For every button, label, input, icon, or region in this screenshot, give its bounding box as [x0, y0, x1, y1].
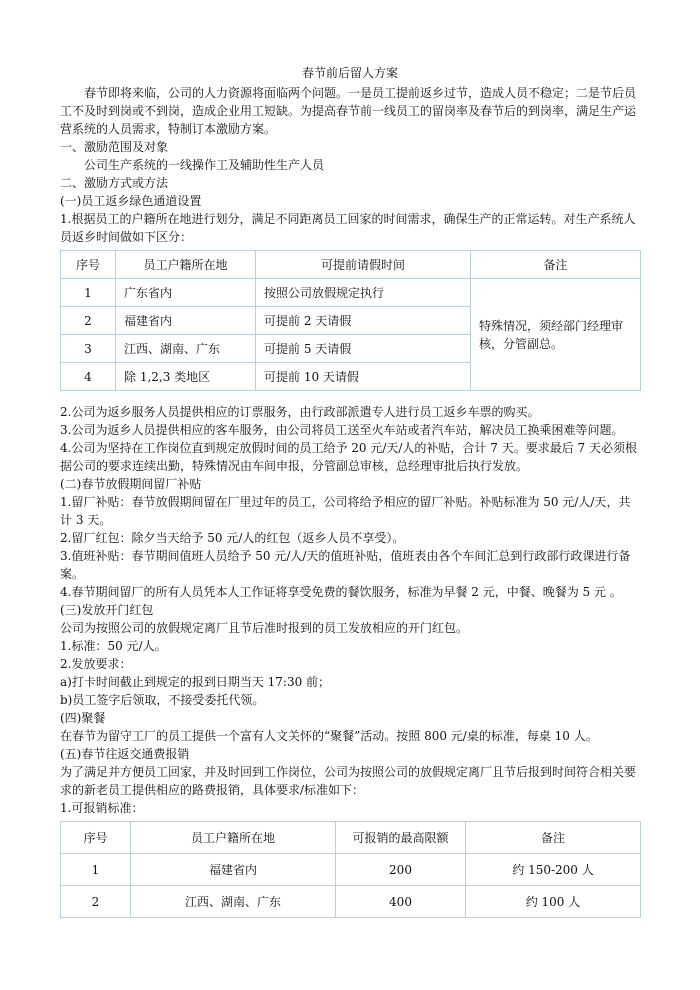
subsection-5-heading: (五)春节往返交通费报销	[60, 747, 190, 761]
table-header-row	[61, 822, 641, 854]
subsection-2-item-1: 1.留厂补贴：春节放假期间留在厂里过年的员工，公司将给予相应的留厂补贴。补贴标准为 50 元/人/天，共计 3 天。	[60, 495, 631, 527]
subsection-1-item-1: 1.根据员工的户籍所在地进行划分，满足不同距离员工回家的时间需求，确保生产的正常运转。对生产系统人员返乡时间做如下区分：	[60, 212, 636, 244]
section-2-heading: 二、激励方式或方法	[60, 176, 169, 190]
table-cell: 400	[336, 886, 466, 918]
section-1-heading: 一、激励范围及对象	[60, 140, 169, 154]
subsection-5-body: 为了满足并方便员工回家，并及时回到工作岗位，公司为按照公司的放假规定离厂且节后报到时间符合相关要求的新老员工提供相应的路费报销，具体要求/标准如下：	[60, 765, 637, 797]
table-header-cell: 备注	[471, 251, 641, 279]
table-row	[61, 279, 641, 307]
subsection-4-heading: (四)聚餐	[60, 711, 106, 725]
leave-time-table	[60, 250, 641, 391]
table-cell: 约 100 人	[466, 886, 641, 918]
reimbursement-table	[60, 821, 641, 918]
subsection-2-heading: (二)春节放假期间留厂补贴	[60, 477, 202, 491]
table-cell: 2	[61, 886, 131, 918]
subsection-3-body: 公司为按照公司的放假规定离厂且节后准时报到的员工发放相应的开门红包。	[60, 621, 469, 635]
table-header-cell: 员工户籍所在地	[116, 251, 256, 279]
subsection-4-body: 在春节为留守工厂的员工提供一个富有人文关怀的“聚餐”活动。按照 800 元/桌的标准，每桌 10 人。	[60, 729, 598, 743]
subsection-3-item-1: 1.标准：50 元/人。	[60, 639, 167, 653]
table-cell: 200	[336, 854, 466, 886]
table-cell: 广东省内	[116, 279, 256, 307]
subsection-2-item-4: 4.春节期间留厂的所有人员凭本人工作证将享受免费的餐饮服务，标准为早餐 2 元，中餐、晚餐为 5 元 。	[60, 585, 622, 599]
table-cell: 江西、湖南、广东	[116, 335, 256, 363]
table-cell: 3	[61, 335, 116, 363]
table-cell: 按照公司放假规定执行	[256, 279, 471, 307]
table-cell: 福建省内	[116, 307, 256, 335]
table-cell: 可提前 5 天请假	[256, 335, 471, 363]
table-cell: 福建省内	[131, 854, 336, 886]
table-cell: 可提前 2 天请假	[256, 307, 471, 335]
subsection-2-item-2: 2.留厂红包：除夕当天给予 50 元/人的红包（返乡人员不享受）。	[60, 531, 405, 545]
table-header-cell: 可报销的最高限额	[336, 822, 466, 854]
table-header-cell: 员工户籍所在地	[131, 822, 336, 854]
subsection-3-heading: (三)发放开门红包	[60, 603, 154, 617]
table-cell: 1	[61, 854, 131, 886]
subsection-1-item-3: 3.公司为返乡人员提供相应的客车服务，由公司将员工送至火车站或者汽车站，解决员工换乘困难等问题。	[60, 423, 624, 437]
doc-title: 春节前后留人方案	[301, 66, 398, 80]
table-note-cell: 特殊情况，须经部门经理审核，分管副总。	[471, 279, 641, 391]
table-header-cell: 序号	[61, 822, 131, 854]
table-header-cell: 序号	[61, 251, 116, 279]
subsection-3-item-2b: b)员工签字后领取，不接受委托代领。	[60, 693, 265, 707]
table-cell: 4	[61, 363, 116, 391]
intro-paragraph: 春节即将来临，公司的人力资源将面临两个问题。一是员工提前返乡过节，造成人员不稳定；二是节后员工不及时到岗或不到岗，造成企业用工短缺。为提高春节前一线员工的留岗率及春节后的到岗率，满足生产运营系统的人员需求，特制订本激励方案。	[60, 86, 637, 136]
subsection-3-item-2: 2.发放要求：	[60, 657, 132, 671]
subsection-2-item-3: 3.值班补贴：春节期间值班人员给予 50 元/人/天的值班补贴，值班表由各个车间汇总到行政部行政课进行备案。	[60, 549, 631, 581]
table-cell: 2	[61, 307, 116, 335]
document-page	[60, 64, 640, 918]
table-cell: 可提前 10 天请假	[256, 363, 471, 391]
table-header-cell: 备注	[466, 822, 641, 854]
subsection-3-item-2a: a)打卡时间截止到规定的报到日期当天 17:30 前；	[60, 675, 331, 689]
subsection-5-item-1: 1.可报销标准：	[60, 801, 144, 815]
subsection-1-item-2: 2.公司为返乡服务人员提供相应的订票服务，由行政部派遣专人进行员工返乡车票的购买。	[60, 405, 540, 419]
table-cell: 约 150-200 人	[466, 854, 641, 886]
section-1-body: 公司生产系统的一线操作工及辅助性生产人员	[84, 158, 325, 172]
subsection-1-item-4: 4.公司为坚持在工作岗位直到规定放假时间的员工给予 20 元/天/人的补贴，合计 7 天。要求最后 7 天必须根据公司的要求连续出勤，特殊情况由车间申报，分管副总审核，总经理审批后执行发放。	[60, 441, 637, 473]
table-cell: 除 1,2,3 类地区	[116, 363, 256, 391]
table-header-cell: 可提前请假时间	[256, 251, 471, 279]
table-header-row	[61, 251, 641, 279]
subsection-1-heading: (一)员工返乡绿色通道设置	[60, 194, 202, 208]
table-cell: 1	[61, 279, 116, 307]
table-cell: 江西、湖南、广东	[131, 886, 336, 918]
table-row	[61, 854, 641, 886]
table-row	[61, 886, 641, 918]
